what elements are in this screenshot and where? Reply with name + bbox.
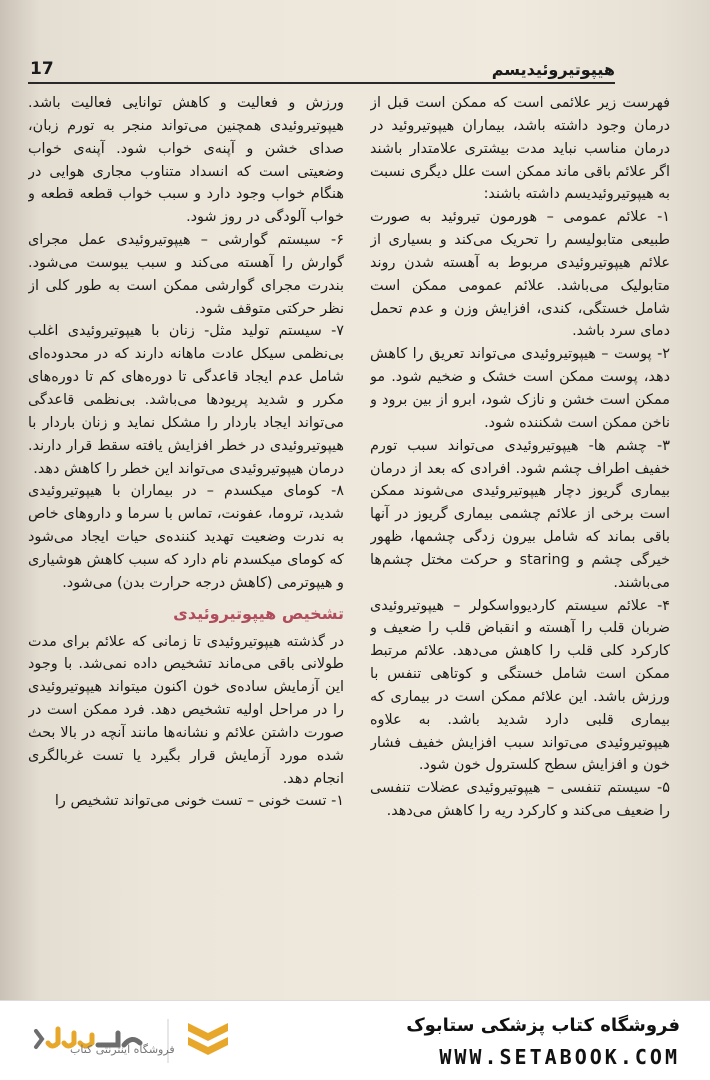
logo-tagline: فروشگاه اینترنتی کتاب: [70, 1043, 175, 1056]
reproductive-paragraph: ۷- سیستم تولید مثل- زنان با هیپوتیروئیدی اغلب بی‌نظمی سیکل عادت ماهانه دارند که در محدوده‌ای شامل عدم ایجاد قاعدگی تا دوره‌های کم تا دوره‌های مکرر و شدید پریودها می‌باشد. بی‌نظمی قاعدگی می‌تواند ایجاد باردار را مشکل نماید و زنان باردار با هیپوتیروئیدی در خطر افزایش یافته سقط قرار دارند. درمان هیپوتیروئیدی می‌تواند این خطر را کاهش دهد.: [28, 323, 344, 477]
skin-paragraph: ۲- پوست – هیپوتیروئیدی می‌تواند تعریق را کاهش دهد، پوست ممکن است خشک و ضخیم شود. مو ممکن است خشن و نازک شود، ابرو از بین برود و ناخن ممکن است شکننده شود.: [370, 346, 670, 431]
store-footer: [0, 1000, 710, 1080]
logo-graphic: [28, 1013, 253, 1069]
blood-test-paragraph: ۱- تست خونی – تست خونی می‌تواند تشخیص را: [54, 793, 344, 810]
store-url[interactable]: WWW.SETABOOK.COM: [439, 1045, 680, 1069]
store-logo: [28, 1013, 253, 1069]
page-header: [30, 56, 615, 82]
cardiovascular-paragraph: ۴- علائم سیستم کاردیوواسکولر – هیپوتیروئیدی ضربان قلب را آهسته و انقباض قلب را ضعیف و کارکرد کلی قلب را کاهش می‌دهد. علائم مرتبط ممکن است شامل خستگی و کوتاهی تنفس با ورزش باشد. این علائم ممکن است در بیماری که بیماری قلبی دارد شدید باشد. به علاوه هیپوتیروئیدی می‌تواند سبب افزایش خفیف فشار خون و افزایش سطح کلسترول خون شود.: [370, 597, 670, 774]
header-rule: [28, 82, 615, 84]
left-column: [28, 92, 344, 1000]
digestive-paragraph: ۶- سیستم گوارشی – هیپوتیروئیدی عمل مجرای گوارش را آهسته می‌کند و سبب یبوست می‌شود. بندرت مجرای گوارشی ممکن است به طور کلی از نظر حرکتی متوقف شود.: [28, 232, 344, 317]
intro-paragraph: فهرست زیر علائمی است که ممکن است قبل از درمان وجود داشته باشد، بیماران هیپوتیروئید در درمان مناسب نباید مدت بیشتری علامتدار باشند اگر علائم باقی ماند ممکن است علل دیگری نسبت به هیپوتیروئیدیسم داشته باشند:: [370, 95, 670, 203]
general-symptoms-paragraph: ۱- علائم عمومی – هورمون تیروئید به صورت طبیعی متابولیسم را تحریک می‌کند و بسیاری از علائم هیپوتیروئیدی مربوط به آهسته شدن روند متابولیک می‌باشد. علائم عمومی ممکن است شامل خستگی، کندی، افزایش وزن و عدم تحمل دمای سرد باشد.: [370, 209, 670, 340]
page-number: 17: [30, 59, 54, 79]
diagnosis-heading: تشخیص هیپوتیروئیدی: [173, 603, 344, 623]
diagnosis-paragraph: در گذشته هیپوتیروئیدی تا زمانی که علائم برای مدت طولانی باقی می‌ماند تشخیص داده نمی‌شد. با وجود این آزمایش ساده‌ی خون اکنون میتواند هیپوتیروئیدی را در مراحل اولیه تشخیص دهد. فرد ممکن است در صورت داشتن علائم و نشانه‌ها مانند آنچه در بالا بحث شده مورد آزمایش قرار بگیرد یا تست غربالگری انجام دهد.: [28, 633, 344, 787]
sleep-apnea-paragraph: ورزش و فعالیت و کاهش توانایی فعالیت باشد. هیپوتیروئیدی همچنین می‌تواند منجر به تورم زبان، صدای خشن و آپنه‌ی خواب شود. آپنه‌ی خواب وضعیتی است که انسداد متناوب مجاری هوایی در هنگام خواب وجود دارد و سبب خواب قطعه قطعه و خواب آلودگی در روز شود.: [28, 95, 344, 226]
eyes-paragraph: [370, 435, 670, 595]
eyes-text-a: ۳- چشم ها- هیپوتیروئیدی می‌تواند سبب تورم خفیف اطراف چشم شود. افرادی که بعد از درمان بیماری گریوز دچار هیپوتیروئیدی می‌شوند ممکن است برخی از علائم چشمی بیماری گریوز در آنها باقی بماند که شامل بیرون زدگی چشمها، ظهور خیرگی چشم و: [370, 437, 670, 568]
logo-chevrons-icon: [188, 1023, 228, 1055]
store-name: فروشگاه کتاب پزشکی ستابوک: [406, 1015, 680, 1036]
right-column: [370, 92, 670, 1000]
eyes-latin-term: staring: [519, 551, 570, 568]
eyes-text-b: و حرکت مختل چشم‌ها می‌باشند.: [370, 551, 670, 591]
respiratory-paragraph: ۵- سیستم تنفسی – هیپوتیروئیدی عضلات تنفسی را ضعیف می‌کند و کارکرد ریه را کاهش می‌دهد.: [370, 780, 670, 820]
myxedema-paragraph: ۸- کومای میکسدم – در بیماران با هیپوتیروئیدی شدید، تروما، عفونت، تماس با سرما و داروهای خاص به ندرت وضعیت تهدید کننده‌ی حیات ایجاد می‌شود که کومای میکسدم نام دارد که سبب کاهش هوشیاری و هیپوترمی (کاهش درجه حرارت بدن) می‌شود.: [28, 483, 344, 591]
running-title: هیپوتیروئیدیسم: [491, 59, 615, 79]
